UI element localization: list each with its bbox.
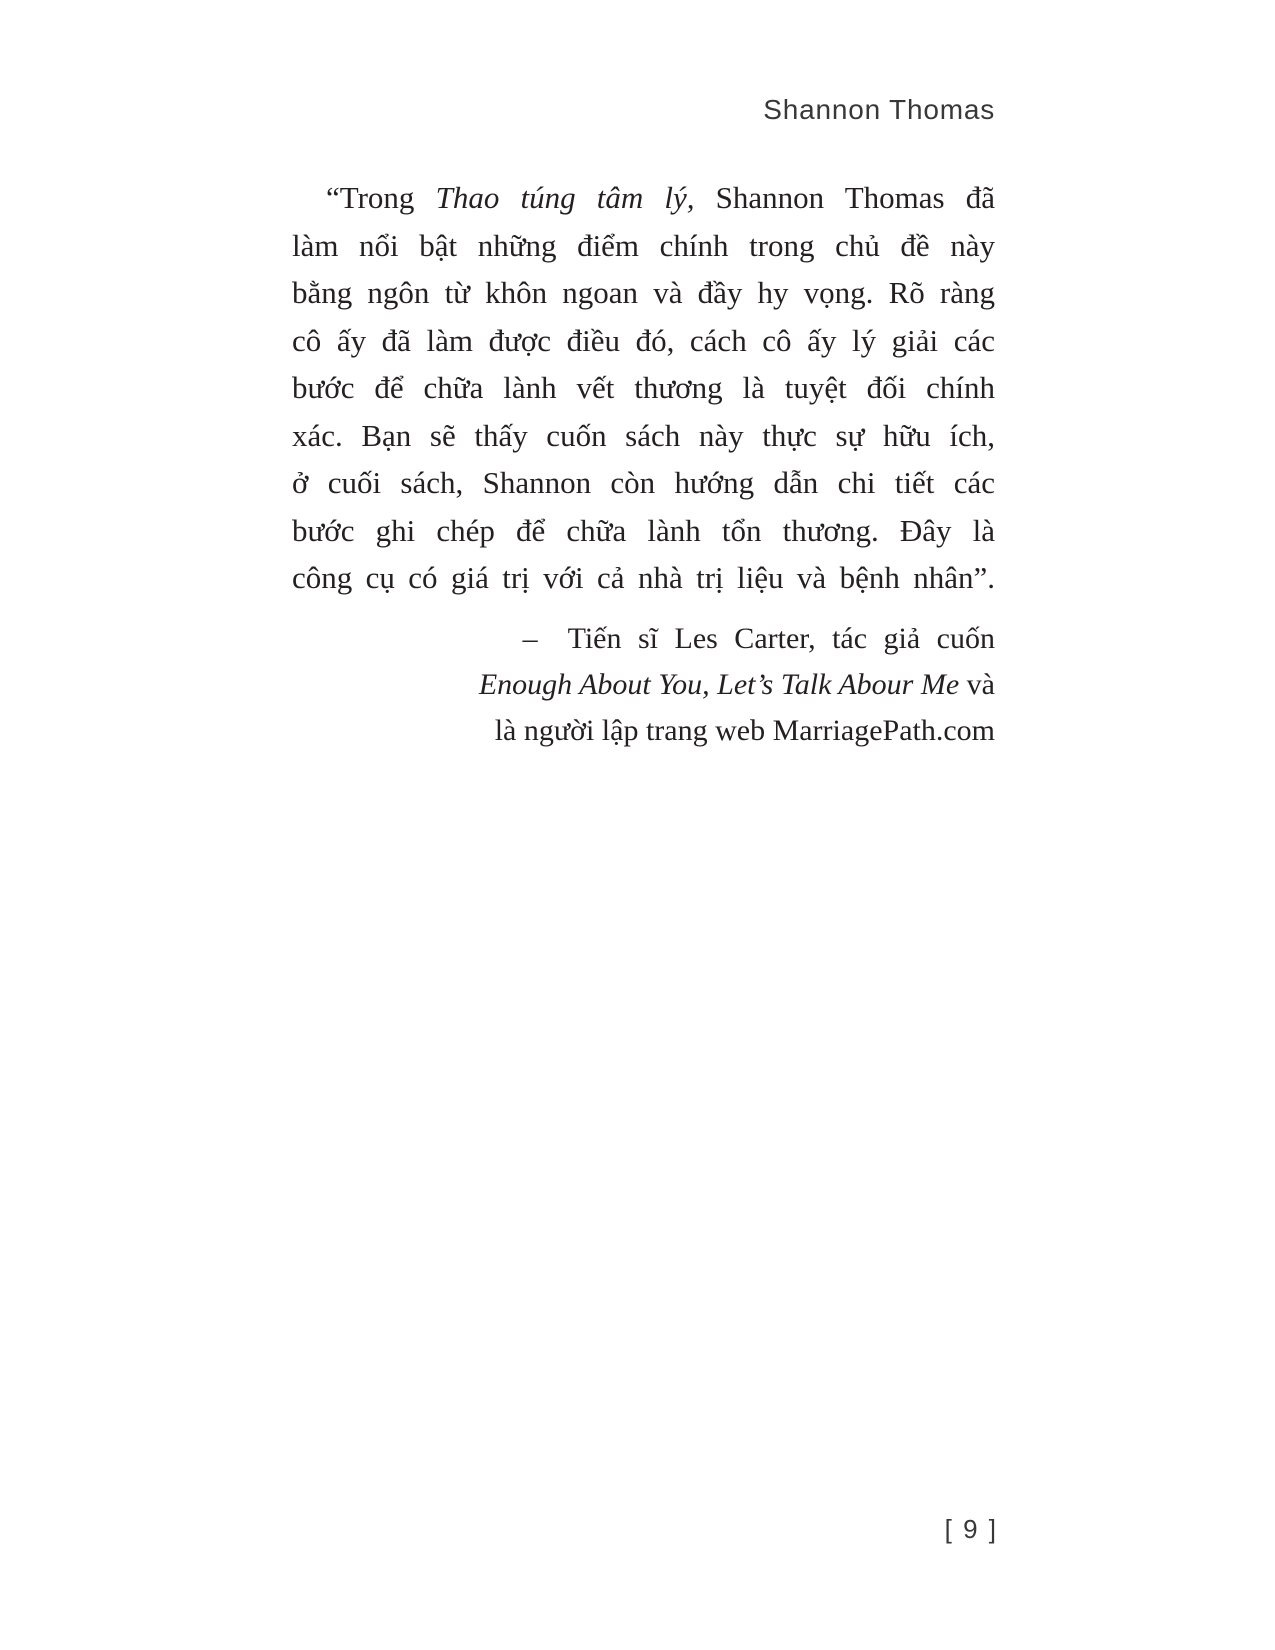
quote-line: bước để chữa lành vết thương là tuyệt đối chính bbox=[292, 370, 995, 405]
cited-work-suffix: và bbox=[959, 668, 995, 701]
endorsement-quote bbox=[292, 174, 995, 602]
quote-line bbox=[292, 174, 995, 222]
page-number: [ 9 ] bbox=[944, 1514, 998, 1544]
quote-line: làm nổi bật những điểm chính trong chủ đề này bbox=[292, 227, 995, 263]
cited-work-title-italic: Enough About You, Let’s Talk Abour Me bbox=[478, 668, 960, 701]
quote-line1-pre: “Trong bbox=[326, 180, 436, 215]
quote-line: bằng ngôn từ khôn ngoan và đầy hy vọng. Rõ ràng bbox=[292, 275, 995, 310]
book-title-italic: Thao túng tâm lý, bbox=[435, 180, 695, 215]
quote-line: ở cuối sách, Shannon còn hướng dẫn chi tiết các bbox=[292, 465, 995, 500]
quote-line: bước ghi chép để chữa lành tổn thương. Đây là bbox=[292, 512, 995, 548]
attribution-author-line: – Tiến sĩ Les Carter, tác giả cuốn bbox=[522, 622, 995, 655]
quote-line: xác. Bạn sẽ thấy cuốn sách này thực sự hữu ích, bbox=[292, 417, 995, 453]
running-head: Shannon Thomas bbox=[763, 94, 995, 125]
quote-line: công cụ có giá trị với cả nhà trị liệu và bệnh nhân”. bbox=[292, 560, 995, 595]
attribution-work-line bbox=[292, 662, 995, 708]
quote-attribution bbox=[292, 616, 995, 754]
quote-line: cô ấy đã làm được điều đó, cách cô ấy lý giải các bbox=[292, 322, 995, 358]
quote-line1-post: Shannon Thomas đã bbox=[694, 180, 995, 215]
attribution-website-line: là người lập trang web MarriagePath.com bbox=[494, 714, 995, 747]
